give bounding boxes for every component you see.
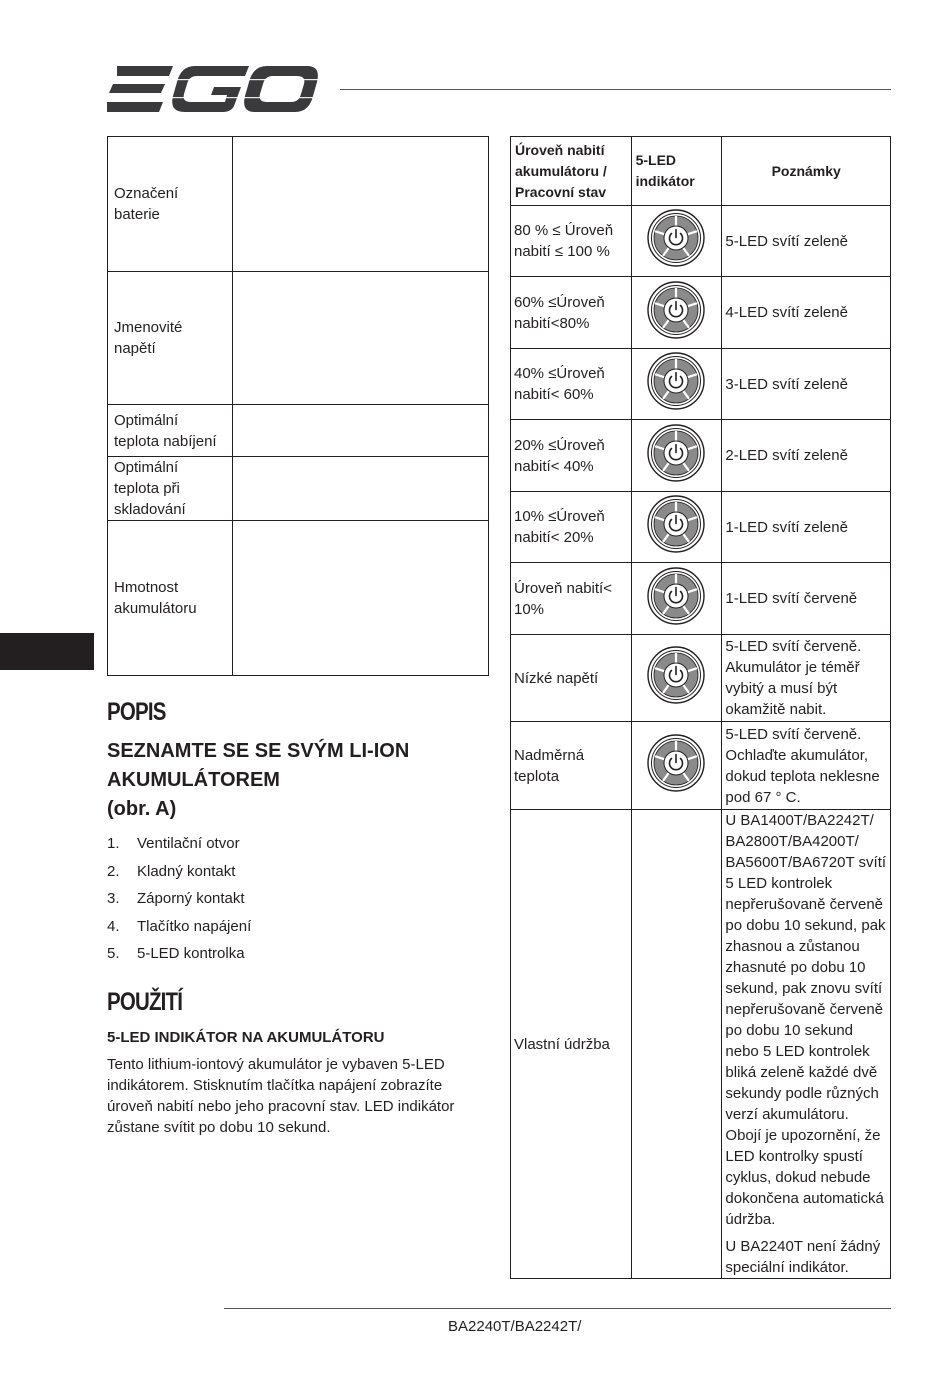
indicator-cell [631, 722, 722, 810]
item-text: Tlačítko napájení [137, 917, 252, 935]
section-subheading [107, 737, 487, 824]
led-row [511, 635, 891, 722]
level-cell: Úroveň nabití< 10% [511, 563, 632, 635]
battery-led-1-red-icon [646, 566, 706, 626]
led-row [511, 349, 891, 420]
list-item [107, 940, 487, 968]
indicator-cell [631, 563, 722, 635]
note-cell: 5-LED svítí zeleně [722, 206, 891, 277]
battery-led-4-green-icon [646, 280, 706, 340]
indicator-cell [631, 420, 722, 492]
level-cell: 40% ≤Úroveň nabití< 60% [511, 349, 632, 420]
item-number: 4. [107, 917, 120, 935]
spec-value [233, 137, 489, 272]
figure-reference: (obr. A) [107, 798, 177, 820]
led-row [511, 420, 891, 492]
led-row [511, 722, 891, 810]
spec-row [108, 405, 489, 457]
item-text: Ventilační otvor [137, 835, 240, 852]
battery-led-5-red-icon [646, 645, 706, 705]
spec-label: Hmotnost akumulátoru [108, 521, 233, 676]
item-number: 5. [107, 945, 120, 962]
spec-value [233, 457, 489, 521]
section-tab [0, 633, 94, 670]
led-row [511, 810, 891, 1279]
item-text: Kladný kontakt [137, 862, 236, 880]
led-indicator-description: Tento lithium-iontový akumulátor je vybaven 5-LED indikátorem. Stisknutím tlačítka napájení zobrazíte úroveň nabití nebo jeho pracovní stav. LED indikátor zůstane svítit po dobu 10 sekund. [107, 1055, 455, 1136]
spec-label: Označení baterie [108, 137, 233, 272]
level-cell: Nízké napětí [511, 635, 632, 722]
led-row [511, 492, 891, 563]
spec-table [107, 136, 489, 676]
header-notes: Poznámky [722, 137, 891, 206]
battery-led-5-red-icon [646, 733, 706, 793]
spec-row [108, 272, 489, 405]
maintenance-note: U BA2240T není žádný speciální indikátor. [725, 1238, 881, 1276]
led-row [511, 563, 891, 635]
item-number: 2. [107, 862, 120, 880]
spec-row [108, 521, 489, 676]
level-cell: 10% ≤Úroveň nabití< 20% [511, 492, 632, 563]
spec-label: Optimální teplota při skladování [108, 457, 233, 521]
indicator-cell [631, 492, 722, 563]
indicator-cell [631, 206, 722, 277]
note-cell: 4-LED svítí zeleně [722, 277, 891, 349]
level-cell: 80 % ≤ Úroveň nabití ≤ 100 % [511, 206, 632, 277]
header-level: Úroveň nabití akumulátoru / Pracovní stav [511, 137, 632, 206]
spec-value [233, 405, 489, 457]
header-indicator: 5-LED indikátor [631, 137, 722, 206]
spec-value [233, 272, 489, 405]
battery-led-5-green-icon [646, 208, 706, 268]
battery-led-1-green-icon [646, 494, 706, 554]
spec-label: Optimální teplota nabíjení [108, 405, 233, 457]
level-cell: 20% ≤Úroveň nabití< 40% [511, 420, 632, 492]
ego-logo [107, 64, 319, 114]
subheading-text: SEZNAMTE SE SE SVÝM LI-ION AKUMULÁTOREM [107, 740, 410, 791]
list-item [107, 885, 487, 913]
section-heading-pouziti: POUŽITÍ [107, 987, 183, 1016]
maintenance-note: U BA1400T/BA2242T/ BA2800T/BA4200T/ BA5600T/BA6720T svítí 5 LED kontrolek nepřerušovaně červeně po dobu 10 sekund, pak zhasnou a zůstanou zhasnuté po dobu 10 sekund, pak znovu svítí nepřerušovaně červeně po dobu 10 sekund nebo 5 LED kontrolek bliká zeleně každé dvě sekundy podle různých verzí akumulátoru. Obojí je upozornění, že LED kontrolky spustí cyklus, dokud nebude dokončena automatická údržba. [725, 812, 887, 1228]
footer-model: BA2240T/BA2242T/ [448, 1318, 582, 1335]
parts-list [107, 830, 487, 968]
item-text: Záporný kontakt [137, 890, 245, 907]
note-cell: 1-LED svítí červeně [722, 563, 891, 635]
led-indicator-heading: 5-LED INDIKÁTOR NA AKUMULÁTORU [107, 1028, 385, 1046]
battery-led-3-green-icon [646, 351, 706, 411]
spec-value [233, 521, 489, 676]
content-column [107, 698, 487, 1138]
item-number: 1. [107, 835, 120, 852]
header-rule [340, 89, 891, 90]
battery-led-2-green-icon [646, 423, 706, 483]
list-item [107, 913, 487, 941]
note-cell: 3-LED svítí zeleně [722, 349, 891, 420]
spec-row [108, 457, 489, 521]
led-row [511, 206, 891, 277]
list-item [107, 830, 487, 858]
item-number: 3. [107, 890, 120, 907]
led-row [511, 277, 891, 349]
spec-row [108, 137, 489, 272]
level-cell: Nadměrná teplota [511, 722, 632, 810]
indicator-cell [631, 810, 722, 1279]
level-cell: 60% ≤Úroveň nabití<80% [511, 277, 632, 349]
indicator-cell [631, 635, 722, 722]
note-cell: 5-LED svítí červeně. Ochlaďte akumulátor, dokud teplota neklesne pod 67 ° C. [722, 722, 891, 810]
spec-label: Jmenovité napětí [108, 272, 233, 405]
list-item [107, 858, 487, 886]
indicator-cell [631, 349, 722, 420]
note-cell [722, 810, 891, 1279]
level-cell: Vlastní údržba [511, 810, 632, 1279]
item-text: 5-LED kontrolka [137, 945, 245, 962]
note-cell: 2-LED svítí zeleně [722, 420, 891, 492]
note-cell: 1-LED svítí zeleně [722, 492, 891, 563]
footer-rule [224, 1308, 891, 1309]
led-table-header [511, 137, 891, 206]
indicator-cell [631, 277, 722, 349]
led-indicator-table [510, 136, 891, 1279]
note-cell: 5-LED svítí červeně. Akumulátor je téměř vybitý a musí být okamžitě nabit. [722, 635, 891, 722]
section-heading-popis: POPIS [107, 698, 166, 726]
